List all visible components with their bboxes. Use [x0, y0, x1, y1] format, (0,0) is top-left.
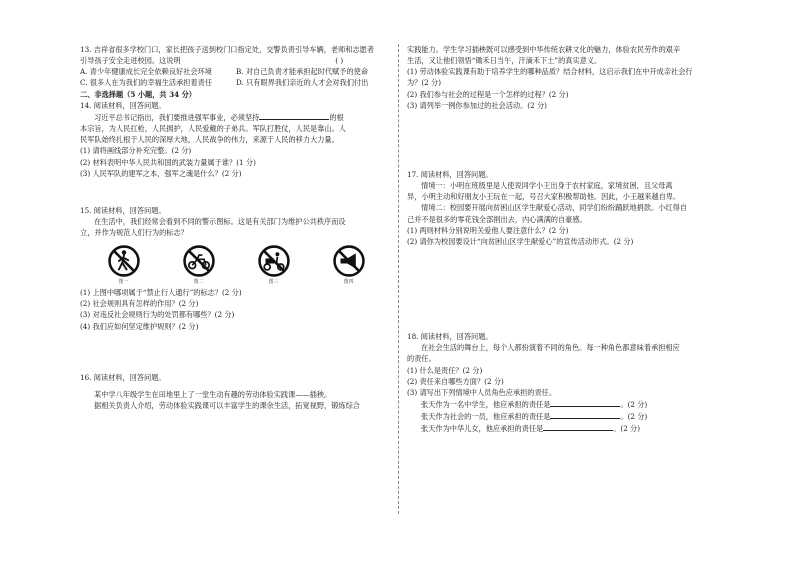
q14-blank[interactable]: [259, 111, 329, 120]
q15-figure-1-caption: 图一: [118, 279, 129, 286]
q16-sub3: (3) 请列举一例你参加过的社会活动。(2 分): [407, 100, 547, 110]
q15-sub1: (1) 上图中哪项属于“禁止行人通行”的标志？(2 分): [80, 288, 242, 298]
q17-sub2: (2) 请你为校园要设计“向贫困山区学生献爱心”的宣传活动形式。(2 分): [407, 236, 634, 246]
q18-sub1: (1) 什么是责任？(2 分): [407, 365, 483, 375]
q17-material-line1: 情境一：小明在班级里是人使说同学小王出身于农村家庭，家境贫困，且父母离: [421, 181, 673, 191]
q13-options-row2: [80, 77, 392, 88]
q16-material-line4: 生活，又让他们领悟“锄禾日当午，汗滴禾下土”的真实意义。: [407, 56, 602, 66]
q16-sub1-line1: (1) 劳动体验实践课有助于培养学生的哪种品质？结合材料，这启示我们在中开成亲社会行: [407, 67, 693, 77]
q13-option-b: B. 对自己负责才能承担起时代赋予的使命: [236, 67, 369, 77]
q18-blank-1[interactable]: [550, 398, 620, 407]
q15-sub3: (3) 对违反社会规则行为的处罚都有哪些？(2 分): [80, 310, 235, 320]
q14-material-line2: 本宗旨，为人民扛枪，人民拥护，人民爱戴的子弟兵。军队打胜仗，人民是靠山。人: [80, 124, 346, 134]
q16-sub1-line2: 为？(2 分): [407, 78, 442, 88]
no-pedestrian-sign-icon: [107, 244, 141, 278]
q17-material-line2: 异，小明主动和好朋友小王玩在一起，号召大家积极帮助他。因此，小王越来越自卑。: [407, 192, 681, 202]
q14-material-line3: 民军队始终扎根于人民的深厚大地，人民战争的伟力，来源于人民的移力大力量。: [80, 135, 339, 145]
q13-stem-line1: 13. 吉祥省很多学校门口，家长把孩子送到校门口指定处，交警负责引导车辆，老师和志愿者: [80, 45, 375, 54]
no-motorcycle-sign-icon: [182, 244, 216, 278]
q17-sub1: (1) 两则材料分别说明关爱他人要注意什么？(2 分): [407, 225, 569, 235]
q18-sub3: (3) 请写出下列情境中人员角色应承担的责任。: [407, 387, 557, 397]
q15-figure-4: [332, 244, 366, 287]
q17-material-line4: 己并不是很多的零花钱全部捐出去，内心满满的自豪感。: [407, 214, 587, 224]
q15-sign-figures: [86, 244, 386, 287]
q14-material-line1: 习近平总书记指出，我们要推进强军事业，必须坚持 的根: [94, 112, 344, 122]
q15-figure-3-caption: 图三: [268, 279, 279, 286]
q16-material-line3: 实践能力。学生学习插秧既可以感受到中华传统农耕文化的魅力，体验农民劳作的艰辛: [407, 45, 681, 54]
no-horn-sign-icon: [332, 244, 366, 278]
q18-role-1: 张天作为一名中学生，他应承担的责任是 。(2 分): [421, 399, 648, 409]
q18-blank-3[interactable]: [543, 422, 613, 431]
q13-option-c: C. 很多人在为我们的幸福生活承担着责任: [80, 78, 213, 88]
q16-sub2: (2) 我们参与社会的过程是一个怎样的过程？(2 分): [407, 89, 569, 99]
q18-blank-2[interactable]: [550, 410, 620, 419]
q14-heading: 14. 阅读材料，回答问题。: [80, 100, 166, 110]
q18-role-3: 张天作为中华儿女，他应承担的责任是 。(2 分): [421, 424, 641, 434]
q13-options-row1: [80, 66, 392, 77]
q15-material-line2: 立，并作为规范人们行为的标志？: [80, 228, 188, 238]
q14-sub1: (1) 请将画线部分补充完整。(2 分): [80, 146, 192, 156]
q14-sub2: (2) 材料表明中华人民共和国的武装力量属于谁？(1 分): [80, 157, 256, 167]
q13-stem-line2: 引导孩子安全走进校园。这说明 ( ): [80, 56, 344, 66]
q15-figure-3: [257, 244, 291, 287]
q18-material-line1: 在社会生活的舞台上，每个人都扮演着不同的角色。每一种角色都意味着承担相应: [421, 343, 680, 353]
q15-material-line1: 在生活中，我们经常会看到不同的警示图标。这是有关部门为维护公共秩序而设: [94, 217, 346, 227]
column-divider: [398, 44, 399, 514]
q17-material-line3: 情境二：校园要开展向贫困山区学生献爱心活动，同学们纷纷踊跃地捐款。小红得自: [421, 203, 687, 213]
q15-heading: 15. 阅读材料，回答问题。: [80, 205, 166, 215]
q15-sub2: (2) 社会规则具有怎样的作用？(2 分): [80, 299, 199, 309]
q15-figure-1: [107, 244, 141, 287]
q15-sub4: (4) 我们应如何坚定维护规则？(2 分): [80, 321, 199, 331]
q15-figure-2-caption: 图二: [193, 279, 204, 286]
no-tricycle-sign-icon: [257, 244, 291, 278]
right-column: [407, 44, 725, 434]
q14-sub3: (3) 人民军队的建军之本，强军之魂是什么？(2 分): [80, 168, 242, 178]
left-column: [80, 44, 392, 411]
q13-option-a: A. 青少年健康成长完全依赖良好社会环境: [80, 67, 212, 77]
q17-heading: 17. 阅读材料，回答问题。: [407, 169, 493, 179]
q13-answer-paren: ( ): [335, 56, 344, 66]
q18-material-line2: 的责任。: [407, 354, 436, 364]
q15-figure-2: [182, 244, 216, 287]
q16-heading: 16. 阅读材料，回答问题。: [80, 372, 166, 382]
q16-material-line1: 某中学八年级学生在田地里上了一堂生动有趣的劳动体验实践课——插秧。: [94, 389, 332, 399]
q18-role-2: 张天作为社会的一员，他应承担的责任是 。(2 分): [421, 412, 648, 422]
q16-material-line2: 据相关负责人介绍，劳动体验实践课可以丰富学生的课余生活，拓宽视野，锻炼综合: [94, 401, 360, 411]
q15-figure-4-caption: 图四: [343, 279, 354, 286]
section-title: 二、非选择题（5 小题，共 34 分）: [80, 89, 196, 99]
q18-heading: 18. 阅读材料，回答问题。: [407, 332, 493, 342]
q13-option-d: D. 只有眼界我们亲近的人才会对我们付出: [236, 78, 369, 88]
q18-sub2: (2) 责任来自哪些方面？(2 分): [407, 376, 504, 386]
